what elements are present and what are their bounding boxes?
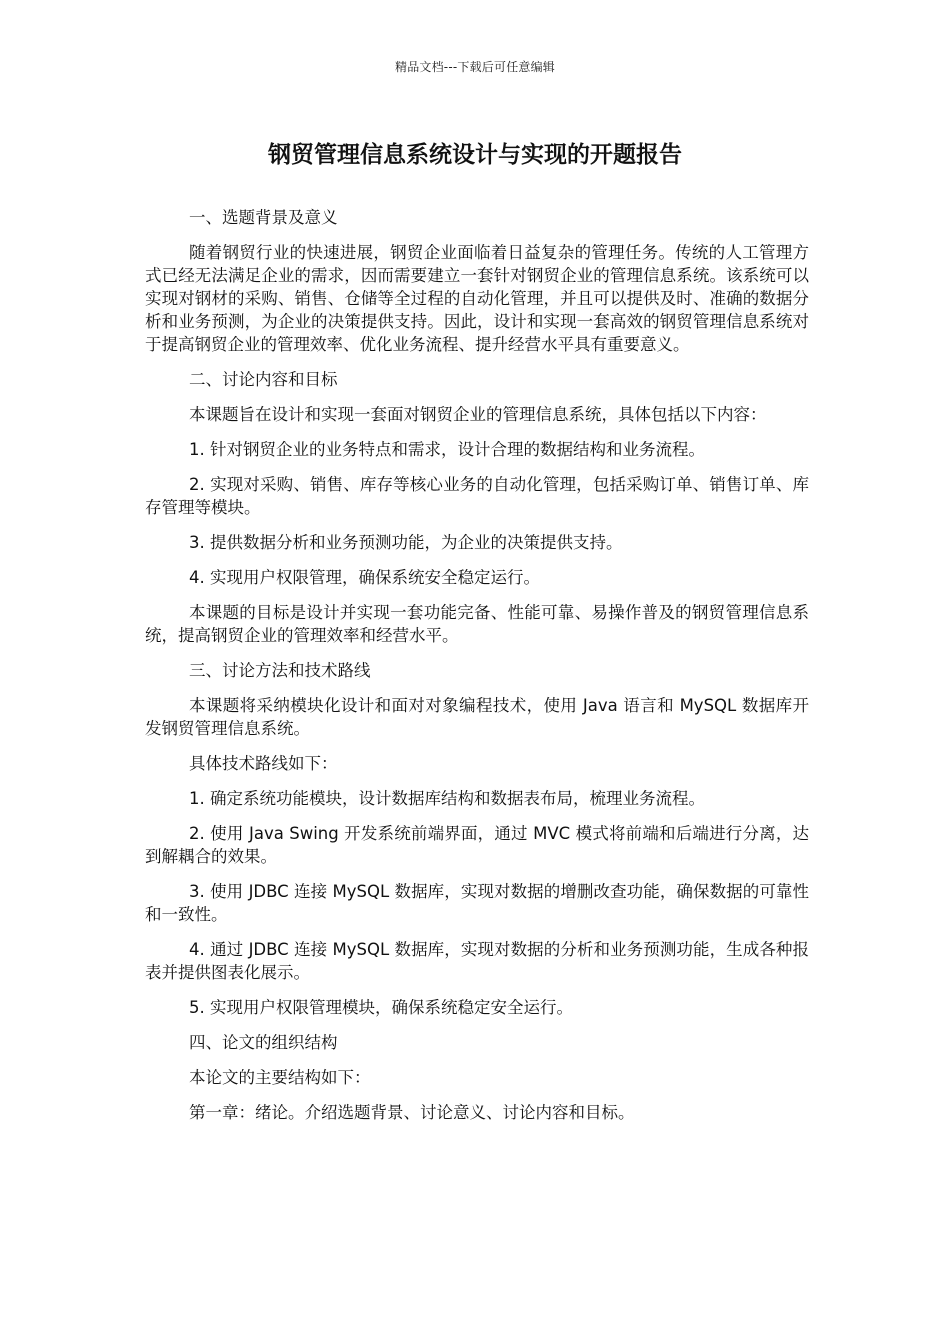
paragraph-content-intro: 本课题旨在设计和实现一套面对钢贸企业的管理信息系统，具体包括以下内容：	[189, 405, 767, 424]
section-heading-methods: 三、讨论方法和技术路线	[189, 661, 371, 680]
document-title: 钢贸管理信息系统设计与实现的开题报告	[268, 142, 682, 168]
paragraph-tech-route-intro: 具体技术路线如下：	[189, 754, 338, 773]
list-item-route-2: 2. 使用 Java Swing 开发系统前端界面，通过 MVC 模式将前端和后端进行分离，达到解耦合的效果。	[145, 824, 809, 866]
list-item-route-5: 5. 实现用户权限管理模块，确保系统稳定安全运行。	[189, 998, 573, 1017]
list-item-content-1: 1. 针对钢贸企业的业务特点和需求，设计合理的数据结构和业务流程。	[189, 440, 705, 459]
list-item-route-4: 4. 通过 JDBC 连接 MySQL 数据库，实现对数据的分析和业务预测功能，生成各种报表并提供图表化展示。	[145, 940, 809, 982]
list-item-content-3: 3. 提供数据分析和业务预测功能，为企业的决策提供支持。	[189, 533, 623, 552]
list-item-chapter-1: 第一章：绪论。介绍选题背景、讨论意义、讨论内容和目标。	[189, 1103, 635, 1122]
paragraph-structure-intro: 本论文的主要结构如下：	[189, 1068, 371, 1087]
paragraph-methods: 本课题将采纳模块化设计和面对对象编程技术，使用 Java 语言和 MySQL 数据库开发钢贸管理信息系统。	[145, 696, 809, 738]
paragraph-background: 随着钢贸行业的快速进展，钢贸企业面临着日益复杂的管理任务。传统的人工管理方式已经无法满足企业的需求，因而需要建立一套针对钢贸企业的管理信息系统。该系统可以实现对钢材的采购、销售、仓储等全过程的自动化管理，并且可以提供及时、准确的数据分析和业务预测，为企业的决策提供支持。因此，设计和实现一套高效的钢贸管理信息系统对于提高钢贸企业的管理效率、优化业务流程、提升经营水平具有重要意义。	[145, 243, 809, 354]
list-item-route-1: 1. 确定系统功能模块，设计数据库结构和数据表布局，梳理业务流程。	[189, 789, 705, 808]
list-item-content-4: 4. 实现用户权限管理，确保系统安全稳定运行。	[189, 568, 540, 587]
paragraph-goals: 本课题的目标是设计并实现一套功能完备、性能可靠、易操作普及的钢贸管理信息系统，提高钢贸企业的管理效率和经营水平。	[145, 603, 809, 645]
list-item-content-2: 2. 实现对采购、销售、库存等核心业务的自动化管理，包括采购订单、销售订单、库存管理等模块。	[145, 475, 809, 517]
section-heading-background: 一、选题背景及意义	[189, 208, 338, 227]
section-heading-content-goals: 二、讨论内容和目标	[189, 370, 338, 389]
list-item-route-3: 3. 使用 JDBC 连接 MySQL 数据库，实现对数据的增删改查功能，确保数据的可靠性和一致性。	[145, 882, 809, 924]
document-body	[145, 206, 809, 1136]
section-heading-structure: 四、论文的组织结构	[189, 1033, 338, 1052]
header-note: 精品文档---下载后可任意编辑	[395, 60, 555, 74]
